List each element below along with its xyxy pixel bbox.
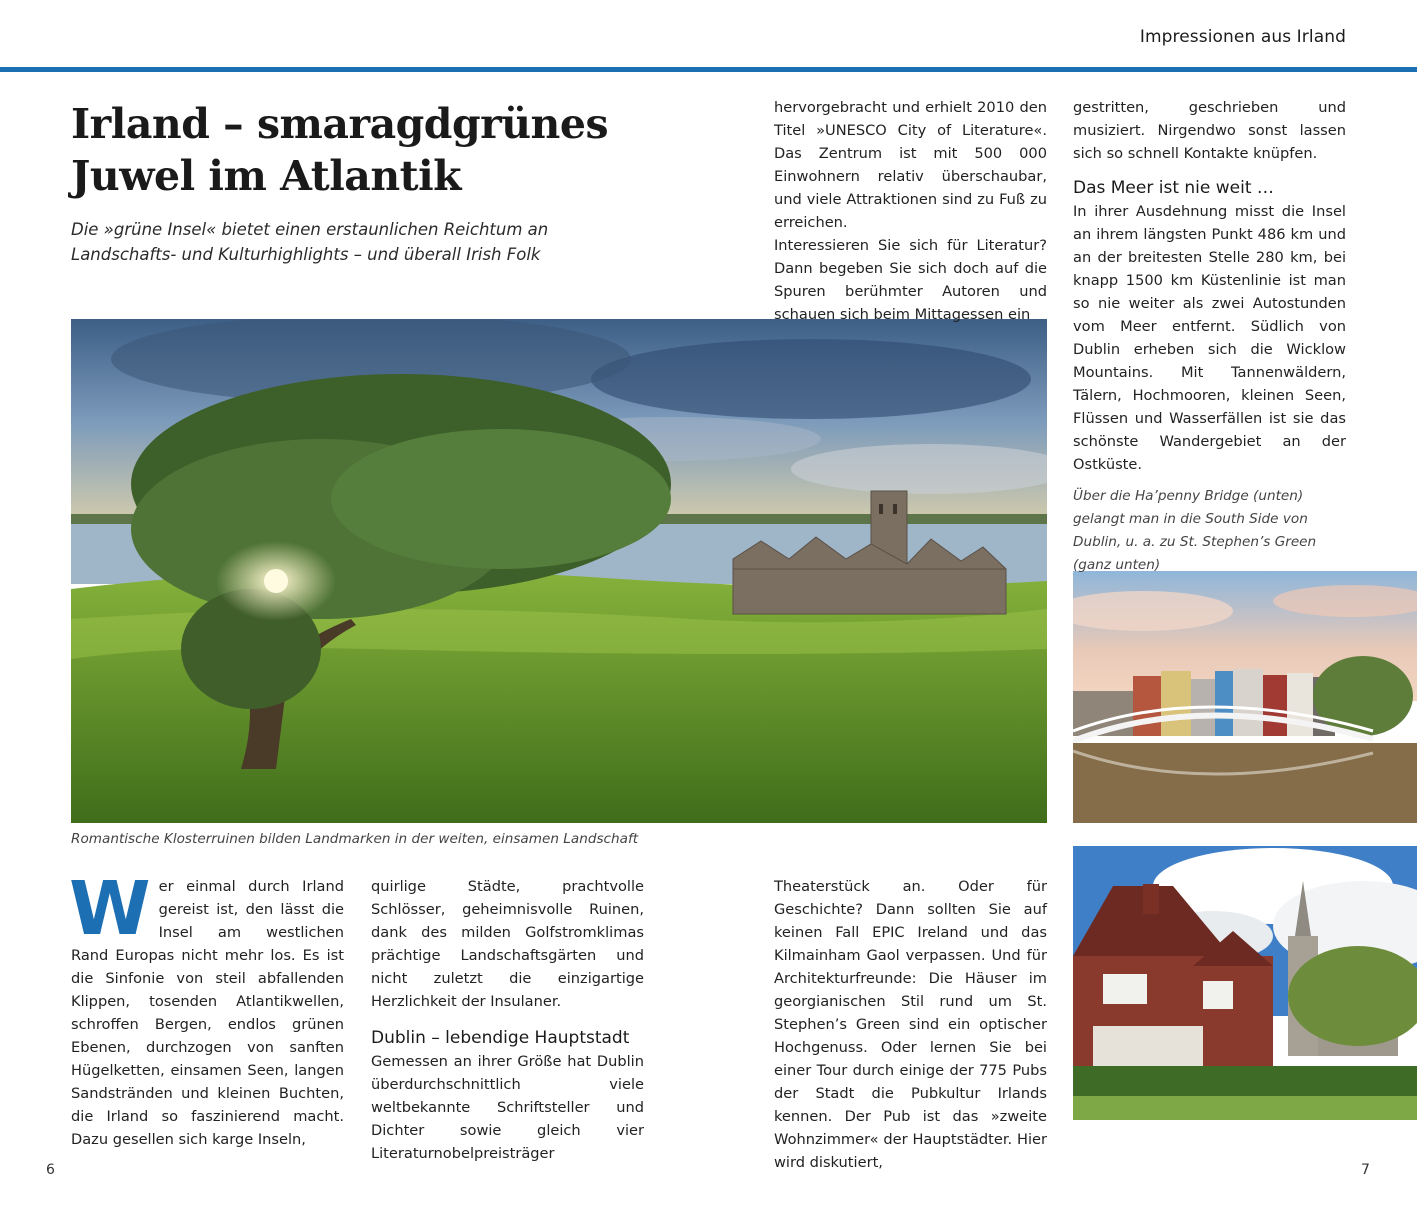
subtitle-line-1: Die »grüne Insel« bietet einen erstaunlichen Reichtum an [71,220,549,239]
title-line-2: Juwel im Atlantik [71,152,462,200]
col3-bottom-paragraph: Theaterstück an. Oder für Geschichte? Dann sollten Sie auf keinen Fall EPIC Ireland und das Kilmainham Gaol verpassen. Und für Architekturfreunde: Die Häuser im georgianischen Stil rund um St. Stephen’s Green sind ein optischer Hochgenuss. Oder lernen Sie bei einer Tour durch einige der 775 Pubs der Stadt die Pubkultur Irlands kennen. Der Pub ist das »zweite Wohnzimmer« der Hauptstädter. Hier wird diskutiert, [774,878,1047,1171]
side-photo-st-stephens-green [1073,846,1417,1120]
second-column [371,875,644,1165]
sea-paragraph: In ihrer Ausdehnung misst die Insel an ihrem längsten Punkt 486 km und an der breitesten Stelle 280 km, bei knapp 1500 km Küstenlinie ist man so nie weiter als zwei Autostunden vom Meer entfernt. Südlich von Dublin erheben sich die Wicklow Mountains. Mit Tannenwäldern, Tälern, Hochmooren, kleinen Seen, Flüssen und Wasserfällen ist sie das schönste Wandergebiet an der Ostküste. [1073,203,1346,473]
title-line-1: Irland – smaragdgrünes [71,100,609,148]
intro-paragraph [69,866,344,1151]
side-photos-caption: Über die Ha’penny Bridge (unten) gelangt man in die South Side von Dublin, u. a. zu St. Stephen’s Green (ganz unten) [1073,488,1317,573]
sea-heading: Das Meer ist nie weit … [1073,178,1274,198]
main-photo-caption: Romantische Klosterruinen bilden Landmarken in der weiten, einsamen Landschaft [71,831,639,847]
running-header: Impressionen aus Irland [1139,27,1346,47]
col2-paragraph: quirlige Städte, prachtvolle Schlösser, geheimnisvolle Ruinen, dank des milden Golfstromklimas prächtige Landschaftsgärten und nicht zuletzt die einzigartige Herzlichkeit der Insulaner. [371,878,644,1010]
side-photo-hapenny-bridge [1073,571,1417,823]
article-title [71,98,631,202]
dropcap-letter: W [69,866,151,952]
main-photo-abbey-landscape [71,319,1047,823]
col3-top-paragraph-2: Interessieren Sie sich für Literatur? Dann begeben Sie sich doch auf die Spuren berühmter Autoren und schauen sich beim Mittagessen ein [774,237,1047,323]
fourth-column [1073,96,1346,476]
page-number-right: 7 [1361,1162,1370,1178]
dublin-paragraph: Gemessen an ihrer Größe hat Dublin überdurchschnittlich viele weltbekannte Schriftsteller und Dichter sowie gleich vier Literaturnobelpreisträger [371,1053,644,1162]
dublin-heading: Dublin – lebendige Hauptstadt [371,1028,630,1048]
page-number-left: 6 [46,1162,55,1178]
intro-text: er einmal durch Irland gereist ist, den lässt die Insel am westlichen Rand Europas nicht mehr los. Es ist die Sinfonie von steil abfallenden Klippen, tosenden Atlantikwellen, schroffen Bergen, endlos grünen Ebenen, durchzogen von sanften Hügelketten, einsamen Seen, langen Sandstränden und kleinen Buchten, die Irland so faszinierend macht. Dazu gesellen sich karge Inseln, [71,878,344,1148]
col3-top-paragraph-1: hervorgebracht und erhielt 2010 den Titel »UNESCO City of Literature«. Das Zentrum ist mit 500 000 Einwohnern relativ überschaubar, und viele Attraktionen sind zu Fuß zu erreichen. [774,99,1047,231]
third-column-bottom [774,875,1047,1174]
header-rule [0,67,1417,72]
intro-column [69,866,344,1151]
third-column-top [774,96,1047,326]
subtitle-line-2: Landschafts- und Kulturhighlights – und überall Irish Folk [71,245,541,264]
article-subtitle [71,217,611,267]
col4-paragraph-1: gestritten, geschrieben und musiziert. Nirgendwo sonst lassen sich so schnell Kontakte knüpfen. [1073,99,1346,162]
